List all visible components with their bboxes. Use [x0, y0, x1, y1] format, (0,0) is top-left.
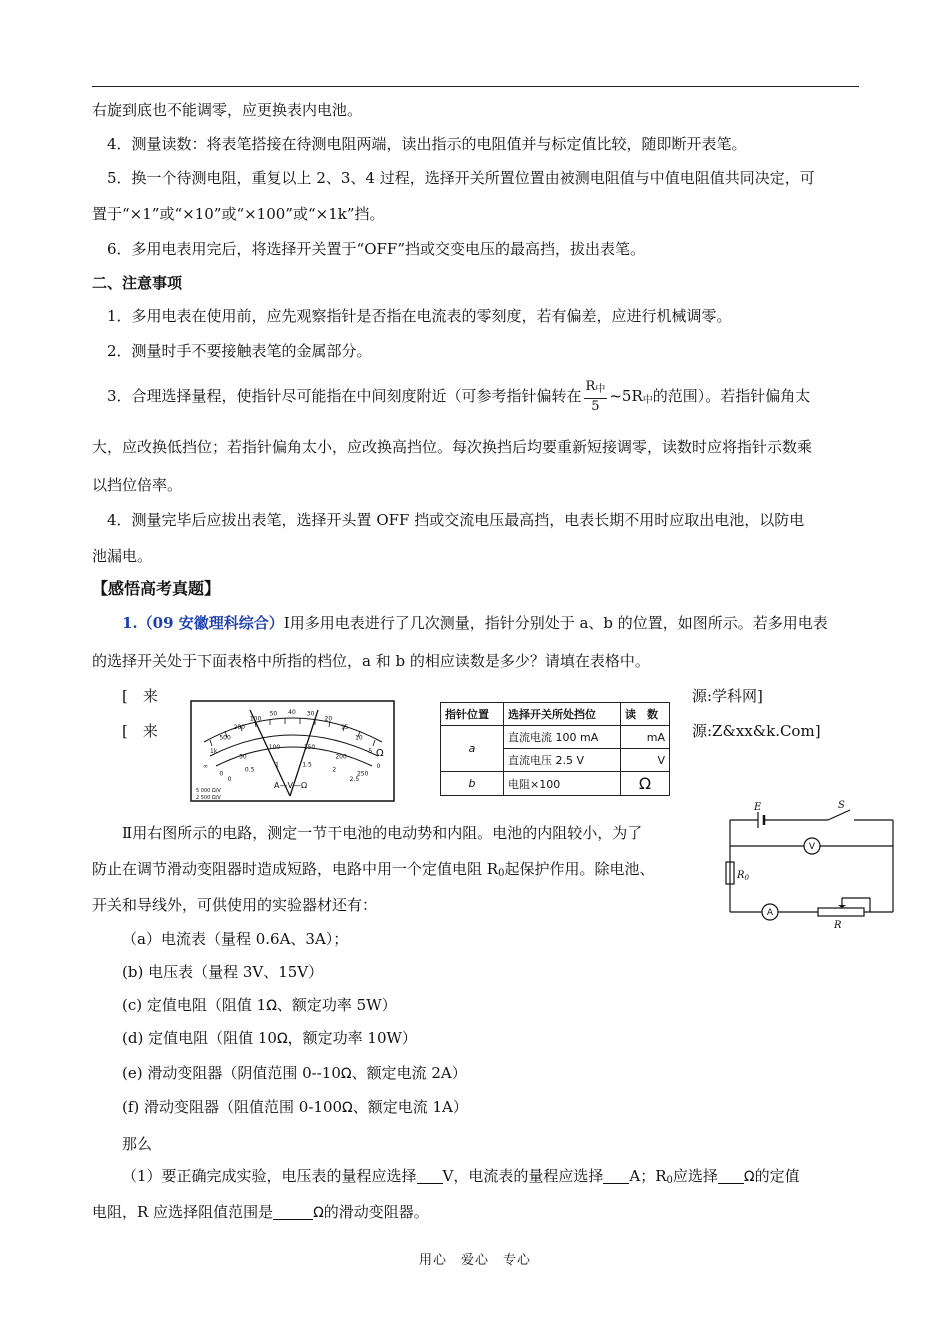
- answer-blank[interactable]: [718, 1169, 744, 1184]
- text-fragment: A；R: [629, 1167, 667, 1185]
- meter-scale-label: 1k: [210, 748, 218, 755]
- text-fragment: 、额定功率 5W）: [276, 996, 397, 1014]
- text-fragment: （1）要正确完成实验，电压表的量程应选择: [122, 1167, 417, 1185]
- table-cell: V: [621, 749, 670, 772]
- meter-scale-label: 500: [219, 734, 231, 742]
- meter-scale-label: 2.5: [349, 776, 360, 783]
- omega-symbol: Ω: [342, 1100, 353, 1116]
- text-line: Ⅱ用右图所示的电路，测定一节干电池的电动势和内阻。电池的内阻较小，为了: [122, 824, 643, 842]
- text-line: 6．多用电表用完后，将选择开关置于“OFF”挡或交变电压的最高挡，拔出表笔。: [107, 240, 645, 258]
- meter-scale-label: ∞: [203, 763, 208, 770]
- meter-label: A—V—Ω: [274, 781, 308, 790]
- text-line: 4．测量读数：将表笔搭接在待测电阻两端，读出指示的电阻值并与标定值比较，随即断开表笔。: [107, 135, 747, 153]
- answer-blank[interactable]: [417, 1169, 443, 1184]
- text-fragment: 、额定电流 1A）: [352, 1098, 468, 1116]
- table-cell: mA: [621, 726, 670, 749]
- meter-scale-label: 1.5: [302, 761, 312, 769]
- text-fragment: 的范围）。若指针偏角太: [652, 387, 811, 405]
- label-E: E: [754, 802, 762, 813]
- omega-symbol: Ω: [313, 1205, 324, 1221]
- source-note: 源:Z&xx&k.Com]: [692, 722, 821, 740]
- meter-scale-label: 5: [368, 748, 373, 755]
- text-fragment: 的滑动变阻器。: [323, 1203, 429, 1221]
- list-item: [122, 994, 397, 1017]
- text-line: 2．测量时手不要接触表笔的金属部分。: [107, 342, 372, 360]
- text-line: 大，应改换低挡位；若指针偏角太小，应改换高挡位。每次换挡后均要重新短接调零，读数时应将指针示数乘: [92, 438, 813, 456]
- omega-symbol: Ω: [743, 1169, 755, 1185]
- meter-scale-label: 1: [275, 761, 279, 769]
- meter-scale-label: 15: [340, 723, 349, 731]
- text-line: 右旋到底也不能调零，应更换表内电池。: [92, 101, 363, 119]
- list-item: （a）电流表（量程 0.6A、3A）；: [122, 930, 349, 948]
- frac-num: R: [585, 379, 596, 394]
- answer-blank[interactable]: [603, 1169, 629, 1184]
- ammeter-label: A: [766, 908, 774, 918]
- text-fragment: (c) 定值电阻（阻值 1: [122, 996, 267, 1014]
- meter-scale-label: 0.5: [244, 766, 255, 774]
- fraction: [584, 379, 608, 415]
- answer-blank[interactable]: [273, 1205, 313, 1220]
- question-line: [122, 612, 828, 634]
- multimeter-dial: [190, 700, 395, 802]
- text-fragment: (d) 定值电阻（阻值 10: [122, 1029, 277, 1047]
- voltmeter-label: V: [808, 842, 816, 852]
- table-header: 选择开关所处挡位: [504, 703, 621, 726]
- omega-symbol: Ω: [276, 1031, 288, 1047]
- table-cell: a: [441, 726, 504, 772]
- meter-tiny: 2 500 Ω/V: [196, 795, 221, 801]
- subscript: 0: [498, 868, 505, 879]
- text-fragment: Ⅰ用多用电表进行了几次测量，指针分别处于 a、b 的位置，如图所示。若多用电表: [283, 614, 828, 632]
- text-fragment: (e) 滑动变阻器（阴值范围 0--10: [122, 1064, 341, 1082]
- meter-scale-label: 2: [332, 766, 337, 774]
- meter-scale-label: 200: [233, 723, 245, 731]
- circuit-diagram: [718, 800, 898, 936]
- meter-scale-label: 40: [288, 709, 296, 716]
- source-note: 源:学科网]: [692, 687, 763, 705]
- text-fragment: ~5R: [609, 387, 643, 405]
- meter-scale-label: 50: [269, 710, 278, 718]
- list-item: [122, 1096, 468, 1119]
- text-line-with-fraction: [107, 376, 810, 421]
- omega-symbol: Ω: [266, 998, 277, 1014]
- frac-den: 5: [591, 399, 600, 414]
- text-line: 那么: [122, 1135, 153, 1153]
- table-cell: 直流电压 2.5 V: [504, 749, 621, 772]
- text-line: 置于“×1”或“×10”或“×100”或“×1k”挡。: [92, 205, 385, 223]
- text-fragment: ，额定功率 10W）: [287, 1029, 417, 1047]
- label-R0: $R_0$: [737, 870, 749, 882]
- label-S: S: [838, 800, 845, 811]
- reading-table: [440, 702, 670, 796]
- list-item: [122, 1062, 467, 1085]
- meter-scale-label: 50: [239, 753, 247, 761]
- meter-scale-label: 250: [356, 770, 369, 778]
- subscript: 0: [666, 1175, 673, 1186]
- subscript: 中: [642, 395, 653, 406]
- table-header: 读 数: [621, 703, 670, 726]
- text-line: 池漏电。: [92, 547, 153, 565]
- meter-scale-label: 10: [355, 734, 363, 742]
- table-cell: b: [441, 772, 504, 796]
- text-line: 的选择开关处于下面表格中所指的档位，a 和 b 的相应读数是多少？请填在表格中。: [92, 652, 650, 670]
- text-line: 4．测量完毕后应拔出表笔，选择开头置 OFF 挡或交流电压最高挡，电表长期不用时应取出电池，以防电: [107, 511, 805, 529]
- table-cell: 直流电流 100 mA: [504, 726, 621, 749]
- table-header: 指针位置: [441, 703, 504, 726]
- meter-scale-label: 20: [324, 715, 333, 723]
- text-line: 5．换一个待测电阻，重复以上 2、3、4 过程，选择开关所置位置由被测电阻值与中值电阻值共同决定，可: [107, 169, 815, 187]
- text-fragment: 应选择: [672, 1167, 718, 1185]
- section-heading: 【感悟高考真题】: [92, 579, 221, 598]
- meter-omega: Ω: [376, 748, 384, 759]
- meter-scale-label: 0: [219, 770, 224, 778]
- omega-symbol: Ω: [340, 1066, 352, 1082]
- list-item: [122, 1027, 417, 1050]
- source-note: [ 来: [122, 722, 158, 740]
- text-fragment: 3．合理选择量程，使指针尽可能指在中间刻度附近（可参考指针偏转在: [107, 387, 582, 405]
- text-line: 开关和导线外，可供使用的实验器材还有：: [92, 896, 378, 914]
- text-fragment: 电阻，R 应选择阻值范围是: [92, 1203, 274, 1221]
- source-note: [ 来: [122, 687, 158, 705]
- meter-scale-label: 30: [306, 710, 315, 718]
- text-fragment: 的定值: [754, 1167, 800, 1185]
- text-line: 以挡位倍率。: [92, 476, 183, 494]
- text-fragment: 、额定电流 2A）: [351, 1064, 467, 1082]
- question-source: 1.（09 安徽理科综合）: [122, 614, 284, 632]
- section-heading: 二、注意事项: [92, 274, 183, 292]
- label-R: R: [834, 920, 842, 931]
- frac-sub: 中: [595, 384, 606, 395]
- text-fragment: (f) 滑动变阻器（阻值范围 0-100: [122, 1098, 343, 1116]
- circuit-svg: [718, 800, 898, 932]
- question-line: [92, 1201, 429, 1224]
- meter-scale-label: 150: [303, 744, 316, 752]
- text-line: [92, 858, 654, 885]
- table-cell: Ω: [621, 772, 670, 796]
- text-fragment: 起保护作用。除电池、: [504, 860, 655, 878]
- question-line: [122, 1165, 800, 1192]
- text-fragment: 防止在调节滑动变阻器时造成短路，电路中用一个定值电阻 R: [92, 860, 499, 878]
- multimeter-figure: [190, 700, 395, 806]
- meter-scale-label: 0: [227, 776, 232, 783]
- meter-scale-label: 100: [249, 715, 262, 723]
- text-fragment: V，电流表的量程应选择: [442, 1167, 604, 1185]
- text-line: 1．多用电表在使用前，应先观察指针是否指在电流表的零刻度，若有偏差，应进行机械调零。: [107, 307, 732, 325]
- page-footer: 用心 爱心 专心: [418, 1253, 531, 1268]
- list-item: (b) 电压表（量程 3V、15V）: [122, 963, 324, 981]
- meter-tiny: 5 000 Ω/V: [196, 788, 221, 794]
- header-rule: [92, 86, 859, 87]
- meter-scale-label: 100: [268, 744, 281, 752]
- meter-scale-label: 0: [376, 763, 381, 770]
- meter-scale-label: 200: [335, 753, 347, 761]
- table-cell: 电阻×100: [504, 772, 621, 796]
